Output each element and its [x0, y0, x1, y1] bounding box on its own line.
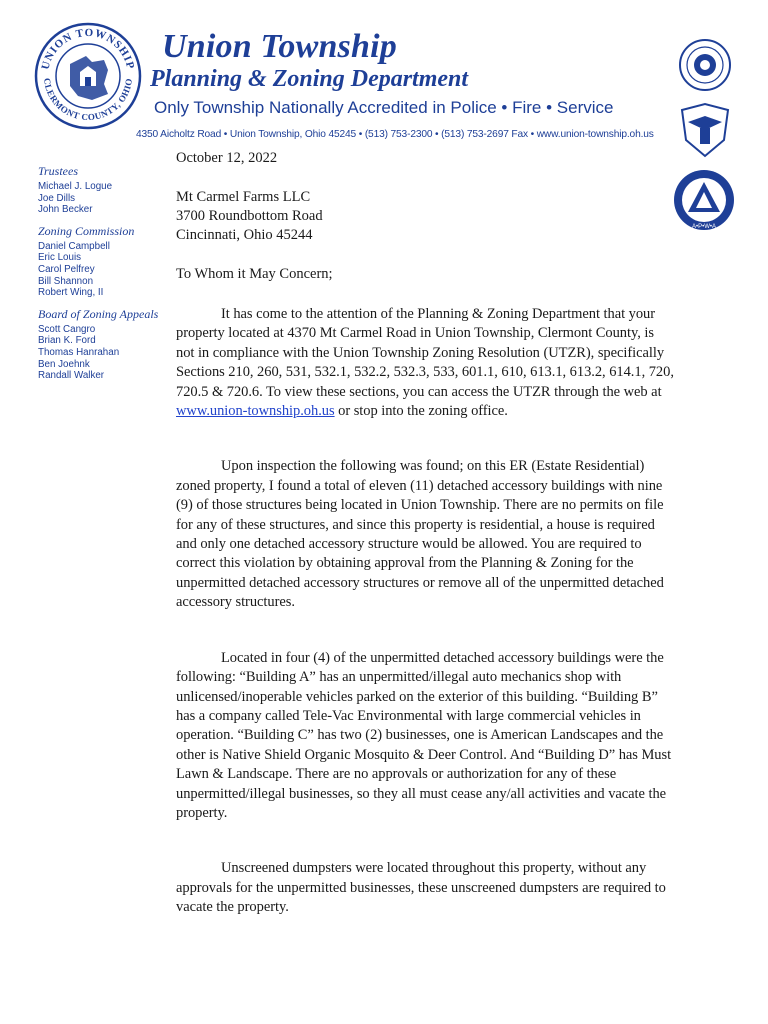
police-eagle-badge-icon: [674, 100, 736, 160]
paragraph-dumpsters: Unscreened dumpsters were located throughout this property, without any approvals for the unpermitted businesses, these unscreened dumpsters are required to vacate the property.: [176, 860, 666, 916]
commission-member-name: Robert Wing, II: [38, 287, 104, 299]
svg-text:CLERMONT COUNTY, OHIO: CLERMONT COUNTY, OHIO: [41, 77, 135, 123]
recipient-street: 3700 Roundbottom Road: [176, 208, 323, 225]
officials-sidebar: [38, 164, 166, 390]
commission-member-name: Eric Louis: [38, 252, 82, 264]
paragraph-violation-notice: [176, 305, 674, 421]
township-website-link[interactable]: www.union-township.oh.us: [176, 403, 335, 420]
zoning-commission-heading: Zoning Commission: [38, 223, 135, 238]
accreditation-tagline: Only Township Nationally Accredited in Police • Fire • Service: [154, 98, 614, 117]
commission-member-name: Bill Shannon: [38, 275, 94, 287]
letter-body: [176, 305, 674, 954]
paragraph-inspection-findings: Upon inspection the following was found; on this ER (Estate Residential) zoned property, I found a total of eleven (11) detached accessory buildings with nine (9) of those structures being located in Union Township. There are no permits on file for any of these structures, and since this property is residential, a house is required and only one detached accessory structure would be allowed. You are required to correct this violation by obtaining approval from the Planning & Zoning for the unpermitted detached accessory structures or remove all of the unpermitted detached accessory structures.: [176, 458, 664, 611]
letter-date: October 12, 2022: [176, 150, 278, 166]
commission-member-name: Daniel Campbell: [38, 240, 110, 252]
contact-address-line: 4350 Aicholtz Road • Union Township, Ohio 45245 • (513) 753-2300 • (513) 753-2697 Fax • www.union-township.oh.us: [136, 129, 654, 140]
board-member-name: Ben Joehnk: [38, 358, 90, 370]
board-of-zoning-appeals-heading: Board of Zoning Appeals: [38, 306, 159, 321]
board-member-name: Brian K. Ford: [38, 335, 96, 347]
board-of-zoning-appeals-group: [38, 307, 166, 382]
recipient-name: Mt Carmel Farms LLC: [176, 189, 311, 205]
recipient-city-state-zip: Cincinnati, Ohio 45244: [176, 227, 313, 244]
township-title: Union Township: [162, 28, 397, 65]
paragraph-unpermitted-businesses: Located in four (4) of the unpermitted detached accessory buildings were the following: “Building A” has an unpermitted/illegal auto mechanics shop with unlicensed/inoperable vehicles parked on the exterior of this building. “Building B” has a company called Tele-Vac Environmental with large commercial vehicles in operation. “Building C” has two (2) businesses, one is American Landscapes and the other is Native Shield Organic Mosquito & Deer Control. And “Building D” has Must Lawn & Landscape. There are no approvals or authorization for any of these unpermitted/illegal businesses, so they all must cease any/all activities and vacate the property.: [176, 649, 672, 821]
commission-member-name: Carol Pelfrey: [38, 263, 95, 275]
union-township-seal: [34, 22, 142, 130]
salutation: To Whom it May Concern;: [176, 266, 333, 282]
accreditation-badge-icon: [678, 38, 732, 92]
board-member-name: Randall Walker: [38, 370, 105, 382]
paragraph-text: It has come to the attention of the Planning & Zoning Department that your property located at 4370 Mt Carmel Road in Union Township, Clermont County, is not in compliance with the Union Township Zoning Resolution (UTZR), specifically Sections 210, 260, 531, 532.1, 532.2, 532.3, 533, 601.1, 610, 613.1, 613.2, 614.1, 720, 720.5 & 720.6. To view these sections, you can access the UTZR through the web at: [176, 306, 674, 400]
trustees-heading: Trustees: [38, 164, 79, 178]
board-member-name: Scott Cangro: [38, 323, 96, 335]
trustee-name: Michael J. Logue: [38, 181, 113, 192]
trustees-group: [38, 164, 166, 216]
svg-text:A•P•W•A: A•P•W•A: [692, 224, 716, 230]
svg-text:UNION TOWNSHIP: UNION TOWNSHIP: [39, 26, 137, 71]
trustee-name: Joe Dills: [38, 192, 76, 204]
trustee-name: John Becker: [38, 204, 93, 216]
recipient-address-block: [176, 188, 323, 246]
zoning-commission-group: [38, 224, 166, 299]
board-member-name: Thomas Hanrahan: [38, 346, 120, 358]
department-title: Planning & Zoning Department: [150, 66, 469, 92]
paragraph-text: or stop into the zoning office.: [334, 403, 508, 420]
apwa-accredited-agency-icon: [672, 168, 736, 232]
